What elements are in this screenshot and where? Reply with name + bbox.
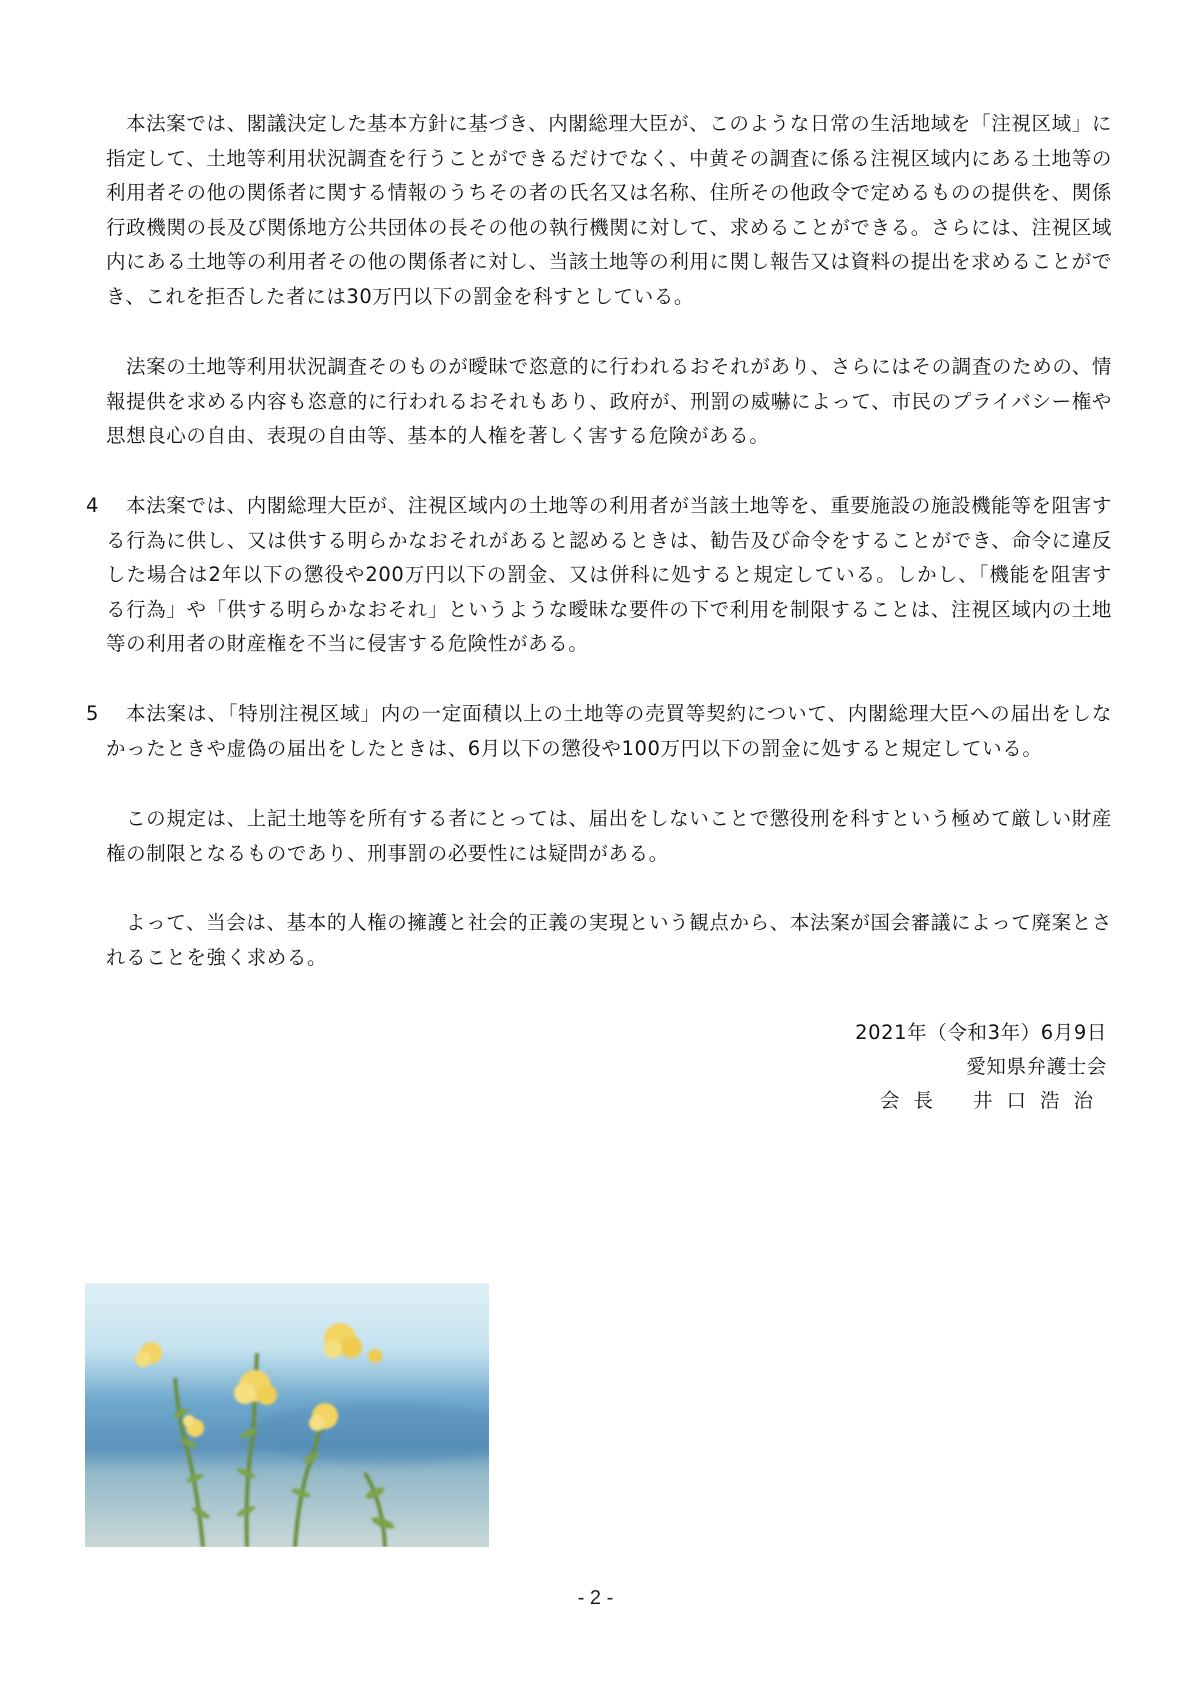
president-name: 井口浩治 — [972, 1089, 1107, 1112]
signature-president — [747, 1084, 1107, 1118]
paragraph-conclusion: よって、当会は、基本的人権の擁護と社会的正義の実現という観点から、本法案が国会審議によって廃案とされることを強く求める。 — [106, 911, 1112, 969]
flower-photo-image — [85, 1283, 489, 1547]
signature-block — [747, 1016, 1107, 1118]
section-number-5: 5 — [86, 702, 100, 725]
paragraph-investigation-risk: 法案の土地等利用状況調査そのものが曖昧で恣意的に行われるおそれがあり、さらにはその調査のための、情報提供を求める内容も恣意的に行われるおそれもあり、政府が、刑罰の威嚇によって、市民のプライバシー権や思想良心の自由、表現の自由等、基本的人権を著しく害する危険がある。 — [106, 355, 1112, 447]
section-4-text: 本法案では、内閣総理大臣が、注視区域内の土地等の利用者が当該土地等を、重要施設の施設機能等を阻害する行為に供し、又は供する明らかなおそれがあると認めるときは、勧告及び命令をすることができ、命令に違反した場合は2年以下の懲役や200万円以下の罰金、又は併科に処すると規定している。しかし、「機能を阻害する行為」や「供する明らかなおそれ」というような曖昧な要件の下で利用を制限することは、注視区域内の土地等の利用者の財産権を不当に侵害する危険性がある。 — [106, 494, 1112, 655]
flower-photo — [85, 1283, 489, 1547]
section-4 — [86, 489, 1112, 662]
signature-organization: 愛知県弁護士会 — [966, 1055, 1107, 1078]
section-5 — [86, 697, 1112, 766]
paragraph-investigation: 本法案では、閣議決定した基本方針に基づき、内閣総理大臣が、このような日常の生活地域を「注視区域」に指定して、土地等利用状況調査を行うことができるだけでなく、中黄その調査に係る注視区域内にある土地等の利用者その他の関係者に関する情報のうちその者の氏名又は名称、住所その他政令で定めるものの提供を、関係行政機関の長及び関係地方公共団体の長その他の執行機関に対して、求めることができる。さらには、注視区域内にある土地等の利用者その他の関係者に対し、当該土地等の利用に関し報告又は資料の提出を求めることができ、これを拒否した者には30万円以下の罰金を科すとしている。 — [106, 112, 1112, 308]
page-number: - 2 - — [577, 1587, 614, 1609]
section-5-text: 本法案は、「特別注視区域」内の一定面積以上の土地等の売買等契約について、内閣総理大臣への届出をしなかったときや虚偽の届出をしたときは、6月以下の懲役や100万円以下の罰金に処すると規定している。 — [106, 702, 1112, 760]
president-label: 会長 — [879, 1089, 947, 1112]
section-number-4: 4 — [86, 494, 100, 517]
paragraph-criminal-penalty: この規定は、上記土地等を所有する者にとっては、届出をしないことで懲役刑を科すという極めて厳しい財産権の制限となるものであり、刑事罰の必要性には疑問がある。 — [106, 807, 1112, 865]
signature-date: 2021年（令和3年）6月9日 — [855, 1021, 1107, 1044]
